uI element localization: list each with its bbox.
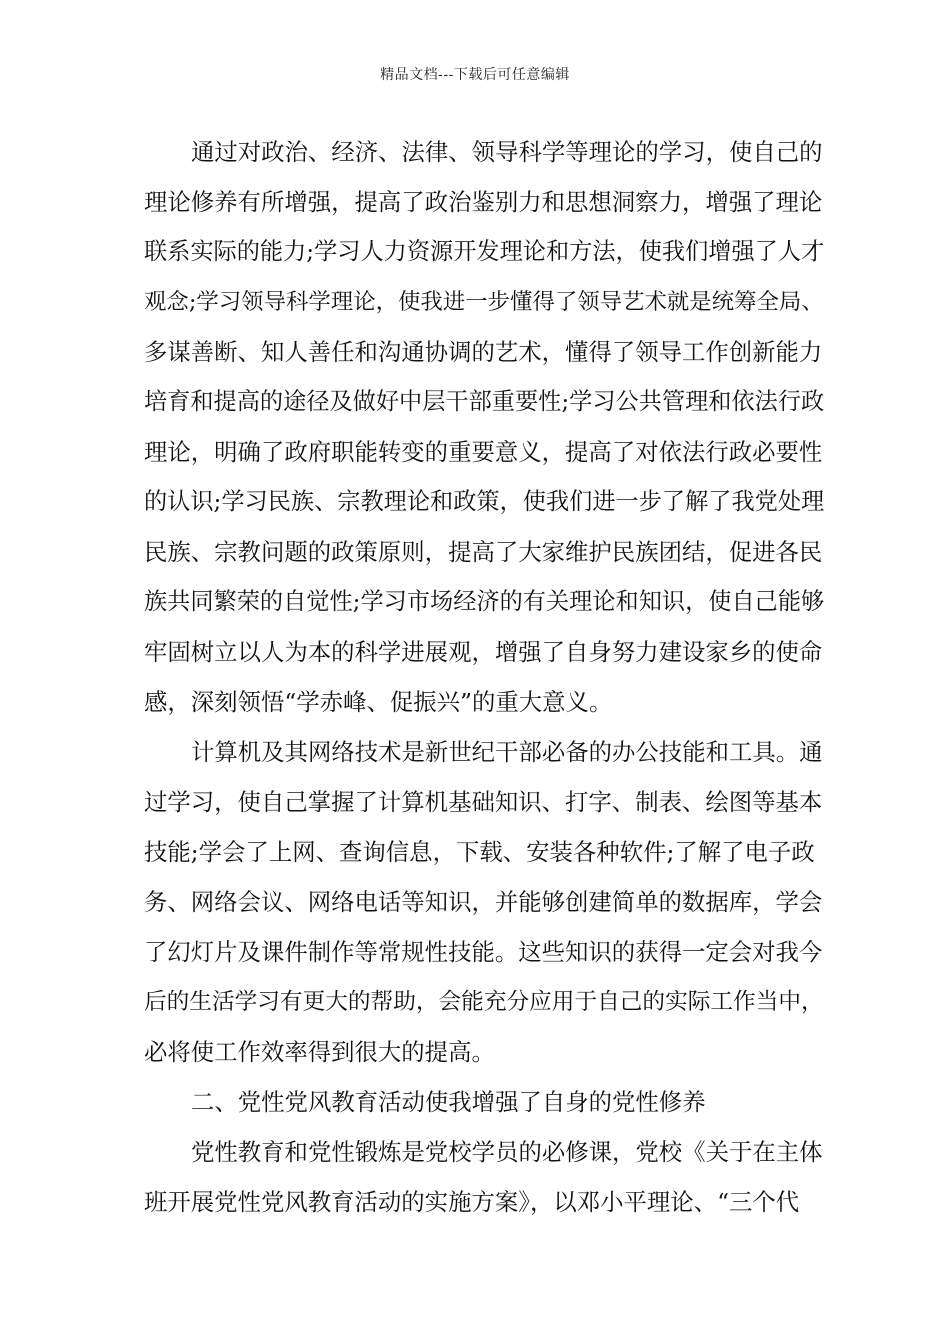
text-line: 牢固树立以人为本的科学进展观，增强了自身努力建设家乡的使命 [144, 638, 823, 666]
text-line: 的认识;学习民族、宗教理论和政策，使我们进一步了解了我党处理 [144, 488, 825, 515]
text-line: 技能;学会了上网、查询信息，下载、安装各种软件;了解了电子政 [144, 838, 815, 866]
text-line: 多谋善断、知人善任和沟通协调的艺术，懂得了领导工作创新能力 [144, 338, 823, 366]
text-line: 通过对政治、经济、法律、领导科学等理论的学习，使自己的 [191, 138, 823, 166]
text-line: 务、网络会议、网络电话等知识，并能够创建简单的数据库，学会 [144, 888, 823, 916]
text-line: 党性教育和党性锻炼是党校学员的必修课，党校《关于在主体 [191, 1138, 823, 1166]
text-line: 必将使工作效率得到很大的提高。 [144, 1038, 495, 1066]
text-line: 感，深刻领悟“学赤峰、促振兴”的重大意义。 [144, 688, 613, 716]
text-line: 培育和提高的途径及做好中层干部重要性;学习公共管理和依法行政 [144, 388, 825, 415]
text-line: 计算机及其网络技术是新世纪干部必备的办公技能和工具。通 [191, 738, 823, 766]
page-header: 精品文档---下载后可任意编辑 [380, 67, 570, 83]
text-line: 联系实际的能力;学习人力资源开发理论和方法，使我们增强了人才 [144, 238, 825, 265]
text-line: 过学习，使自己掌握了计算机基础知识、打字、制表、绘图等基本 [144, 788, 823, 816]
section-heading: 二、党性党风教育活动使我增强了自身的党性修养 [191, 1088, 706, 1116]
text-line: 班开展党性党风教育活动的实施方案》，以邓小平理论、“三个代 [144, 1188, 800, 1216]
text-line: 民族、宗教问题的政策原则，提高了大家维护民族团结，促进各民 [144, 538, 823, 566]
text-line: 理论，明确了政府职能转变的重要意义，提高了对依法行政必要性 [144, 438, 823, 466]
text-line: 后的生活学习有更大的帮助，会能充分应用于自己的实际工作当中， [144, 989, 824, 1015]
text-line: 观念;学习领导科学理论，使我进一步懂得了领导艺术就是统筹全局、 [144, 289, 824, 315]
text-line: 族共同繁荣的自觉性;学习市场经济的有关理论和知识，使自己能够 [144, 588, 825, 615]
document-body [144, 127, 824, 1227]
text-line: 理论修养有所增强，提高了政治鉴别力和思想洞察力，增强了理论 [144, 188, 823, 216]
text-line: 了幻灯片及课件制作等常规性技能。这些知识的获得一定会对我今 [144, 938, 823, 966]
